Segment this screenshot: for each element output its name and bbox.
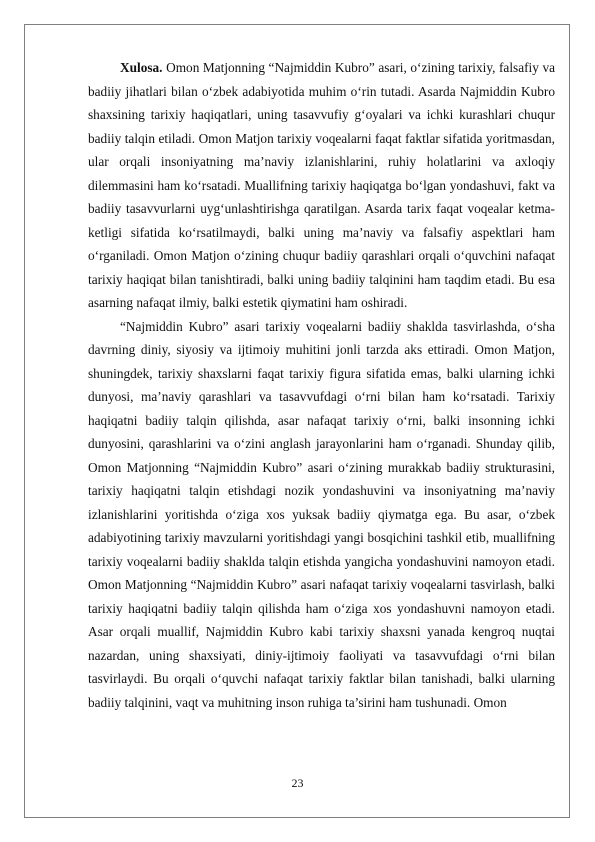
paragraph-analysis — [88, 315, 555, 715]
conclusion-heading: Xulosa. — [120, 60, 163, 75]
paragraph-conclusion-text: Omon Matjonning “Najmiddin Kubro” asari, o‘zining tarixiy, falsafiy va badiiy jihatlari bilan o‘zbek adabiyotida muhim o‘rin tutadi. Asarda Najmiddin Kubro shaxsining tarixiy haqiqatlari, uning tasavvufiy g‘oyalari va ichki kurashlari chuqur badiiy talqin etiladi. Omon Matjon tarixiy voqealarni faqat faktlar sifatida yoritmasdan, ular orqali insoniyatning ma’naviy izlanishlarini, ruhiy holatlarini va axloqiy dilemmasini ham ko‘rsatadi. Muallifning tarixiy haqiqatga bo‘lgan yondashuvi, fakt va badiiy tasavvurlarni uyg‘unlashtirishga qaratilgan. Asarda tarix faqat voqealar ketma-ketligi sifatida ko‘rsatilmaydi, balki uning ma’naviy va falsafiy aspektlari ham o‘rganiladi. Omon Matjon o‘zining chuqur badiiy qarashlari orqali o‘quvchini nafaqat tarixiy haqiqat bilan tanishtiradi, balki uning badiiy talqinini ham taqdim etadi. Bu esa asarning nafaqat ilmiy, balki estetik qiymatini ham oshiradi. — [88, 60, 556, 310]
document-body — [88, 56, 555, 714]
page-number: 23 — [291, 776, 304, 790]
paragraph-analysis-text: “Najmiddin Kubro” asari tarixiy voqealarni badiiy shaklda tasvirlashda, o‘sha davrning diniy, siyosiy va ijtimoiy muhitini jonli tarzda aks ettiradi. Omon Matjon, shuningdek, tarixiy shaxslarni faqat tarixiy figura sifatida emas, balki ularning ichki dunyosi, ma’naviy qarashlari va tasavvufdagi o‘rni bilan ham ko‘rsatadi. Tarixiy haqiqatni badiiy talqin qilishda, asar nafaqat tarixiy o‘rni, balki insonning ichki dunyosini, qarashlarini va o‘zini anglash jarayonlarini ham o‘rganadi. Shunday qilib, Omon Matjonning “Najmiddin Kubro” asari o‘zining murakkab badiiy strukturasini, tarixiy haqiqatni talqin etishdagi nozik yondashuvini va insoniyatning ma’naviy izlanishlarini yoritishda o‘ziga xos yuksak badiiy qiymatga ega. Bu asar, o‘zbek adabiyotining tarixiy mavzularni yoritishdagi yangi bosqichini tashkil etib, muallifning tarixiy voqealarni badiiy shaklda talqin etishda yangicha yondashuvini namoyon etadi. Omon Matjonning “Najmiddin Kubro” asari nafaqat tarixiy voqealarni tasvirlash, balki tarixiy haqiqatni badiiy talqin qilishda ham o‘ziga xos yondashuvni namoyon etadi. Asar orqali muallif, Najmiddin Kubro kabi tarixiy shaxsni yanada kengroq nuqtai nazardan, uning shaxsiyati, diniy-ijtimoiy faoliyati va tasavvufdagi o‘rni bilan tasvirlaydi. Bu orqali o‘quvchi nafaqat tarixiy faktlar bilan tanishadi, balki ularning badiiy talqinini, vaqt va muhitning inson ruhiga ta’sirini ham tushunadi. Omon — [88, 318, 555, 710]
paragraph-conclusion — [88, 56, 555, 315]
